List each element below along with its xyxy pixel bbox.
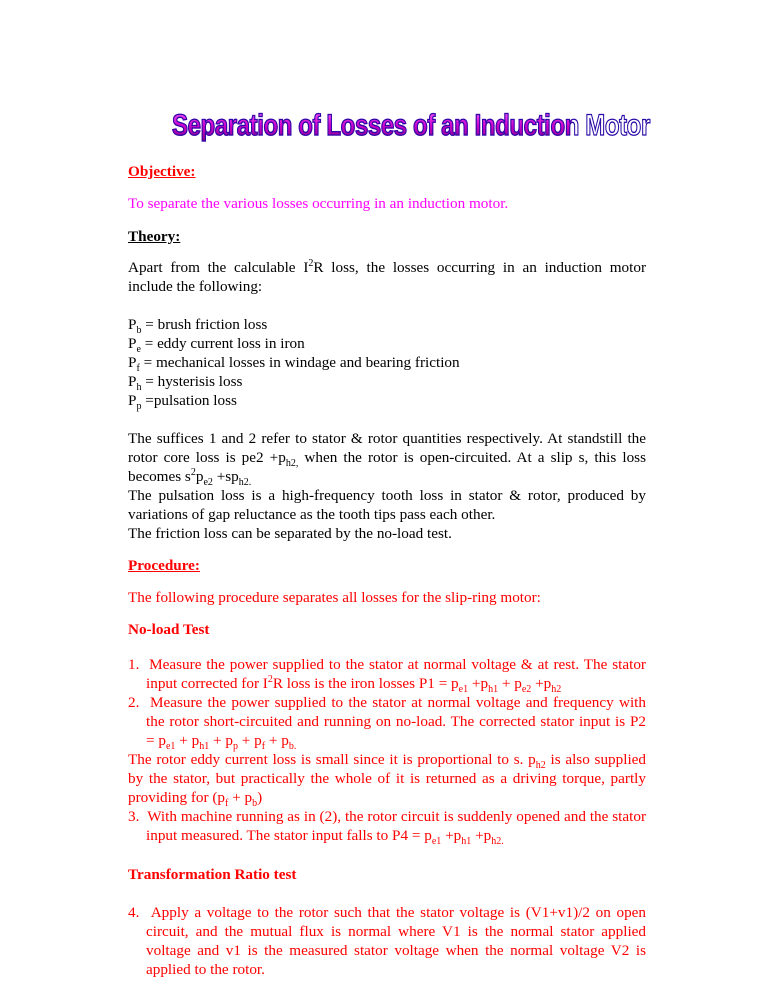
loss-item: $P_p$ =pulsation loss [128, 392, 237, 413]
objective-text: To separate the various losses occurring in an induction motor. [128, 195, 509, 212]
procedure-step-3: 3. With machine running as in (2), the rotor circuit is suddenly opened and the stator input measured. The stator input falls to $P4 = p_{e1} +p_{h1} +p_{h2.}$ [128, 808, 647, 848]
rotor-eddy-paragraph: The rotor eddy current loss is small since it is proportional to s. $p_{h2}$ is also supplied by the stator, but practically the whole of it is returned as a driving torque, partly providing for $(p_f + p_b)$ [128, 751, 647, 810]
theory-paragraph: The suffices 1 and 2 refer to stator & rotor quantities respectively. At standstill the rotor core loss is $pe2 +p_{h2,}$ when the rotor is open-circuited. At a slip s, this loss becomes $s^2p_{e2} +sp_{h2.}$ [128, 430, 646, 489]
transformation-ratio-heading: Transformation Ratio test [128, 866, 297, 883]
loss-item: $P_f$ = mechanical losses in windage and bearing friction [128, 354, 460, 375]
theory-heading: Theory: [128, 228, 181, 245]
no-load-test-heading: No-load Test [128, 621, 210, 638]
theory-intro: Apart from the calculable $I^2R$ loss, the losses occurring in an induction motor include the following: [128, 257, 647, 295]
document-body [128, 162, 646, 979]
procedure-intro: The following procedure separates all losses for the slip-ring motor: [128, 589, 541, 606]
procedure-step-1: 1. Measure the power supplied to the stator at normal voltage & at rest. The stator input corrected for $I^2R$ loss is the iron losses $P1 = p_{e1} +p_{h1} + p_{e2} +p_{h2}$ [128, 656, 646, 696]
procedure-steps [128, 655, 646, 753]
transformation-steps [128, 903, 646, 979]
procedure-step-4: 4. Apply a voltage to the rotor such that the stator voltage is (V1+v1)/2 on open circuit, and the mutual flux is normal where V1 is the normal stator applied voltage and v1 is the measured stator voltage when the normal voltage V2 is applied to the rotor. [128, 904, 646, 978]
objective-heading: Objective: [128, 163, 196, 180]
theory-paragraphs [128, 429, 646, 543]
theory-paragraph: The friction loss can be separated by the no-load test. [128, 525, 452, 542]
theory-paragraph: The pulsation loss is a high-frequency tooth loss in stator & rotor, produced by variations of gap reluctance as the tooth tips pass each other. [128, 487, 646, 523]
procedure-steps-continued [128, 807, 647, 848]
page-title: Separation of Losses of an Induction Motor [172, 109, 650, 142]
procedure-step-2: 2. Measure the power supplied to the stator at normal voltage and frequency with the rotor short-circuited and running on no-load. The corrected stator input is $P2 = p_{e1} + p_{h1} + p_p + p_f + p_{b.}$ [128, 694, 646, 753]
loss-list [128, 315, 646, 413]
loss-item: $P_h$ = hysterisis loss [128, 373, 243, 394]
procedure-heading: Procedure: [128, 557, 200, 574]
procedure-section [128, 588, 646, 979]
loss-item: $P_e$ = eddy current loss in iron [128, 335, 305, 356]
loss-item: $P_b$ = brush friction loss [128, 316, 268, 337]
